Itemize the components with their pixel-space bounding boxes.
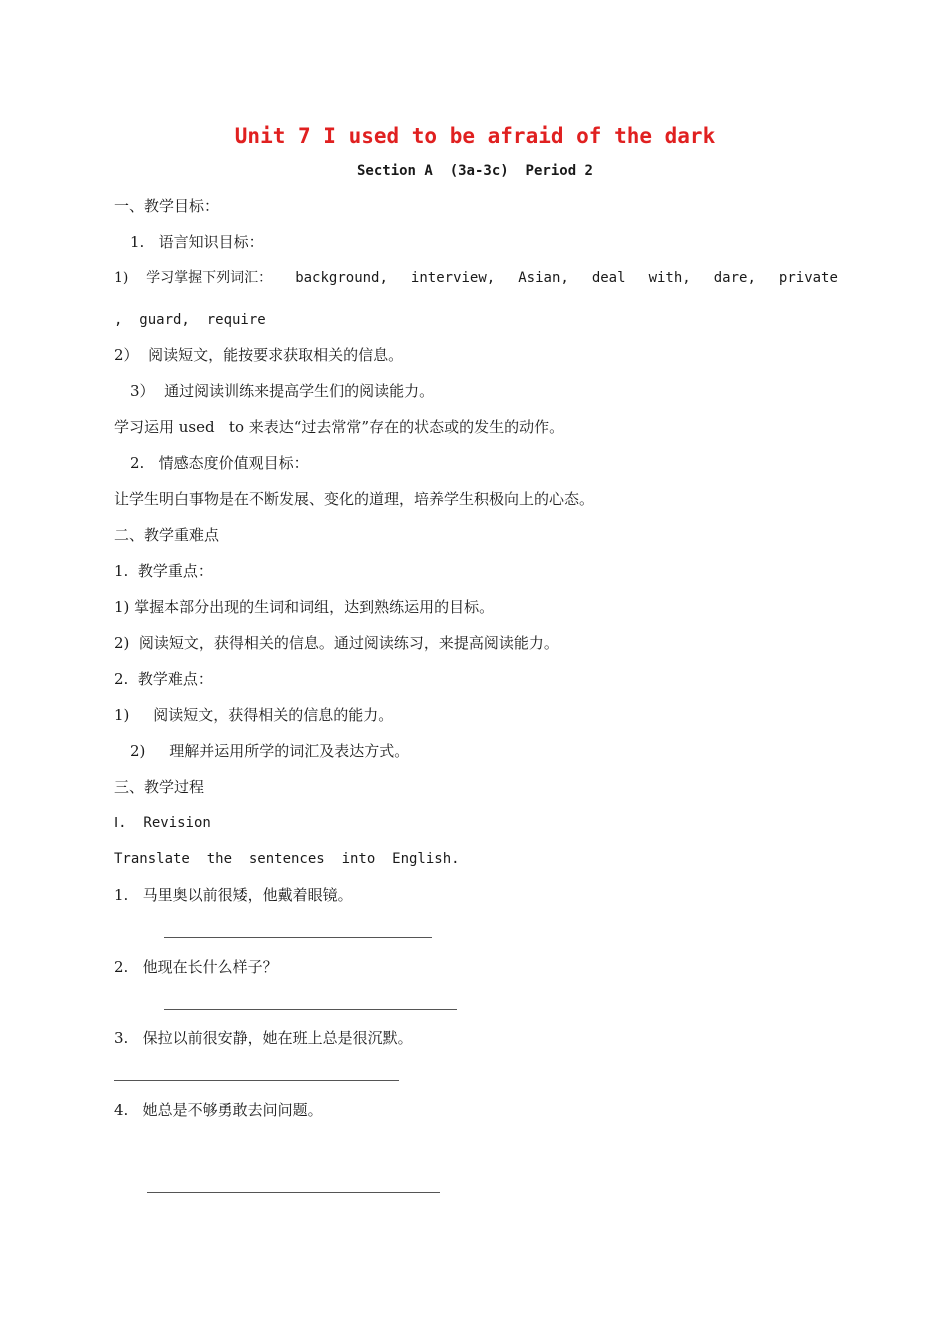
vocab-word: private <box>778 270 838 286</box>
document-subtitle: Section A (3a-3c) Period 2 <box>356 163 593 179</box>
vocab-word: with, <box>648 270 691 286</box>
answer-blank-3[interactable] <box>114 1080 399 1081</box>
difficulty-item-1: 1) 阅读短文，获得相关的信息的能力。 <box>114 706 394 724</box>
answer-blank-1[interactable] <box>164 937 432 938</box>
section-process-heading: 三、教学过程 <box>114 778 205 796</box>
section-objectives-heading: 一、教学目标： <box>114 197 220 215</box>
objective-item-3: 3） 通过阅读训练来提高学生们的阅读能力。 <box>130 382 435 400</box>
revision-step: Ⅰ. Revision <box>114 815 211 831</box>
vocab-prefix: 1) 学习掌握下列词汇： <box>114 270 273 286</box>
difficulty-heading: 2. 教学难点： <box>114 670 213 688</box>
focus-heading: 1. 教学重点： <box>114 562 213 580</box>
focus-item-1: 1) 掌握本部分出现的生词和词组，达到熟练运用的目标。 <box>114 598 495 616</box>
vocabulary-line <box>114 268 838 288</box>
vocab-word: interview, <box>410 270 496 286</box>
answer-blank-2[interactable] <box>164 1009 457 1010</box>
vocab-word: background, <box>295 270 388 286</box>
translation-sentence-1: 1. 马里奥以前很矮，他戴着眼镜。 <box>114 886 353 904</box>
emotion-objectives-text: 让学生明白事物是在不断发展、变化的道理，培养学生积极向上的心态。 <box>114 490 595 508</box>
difficulty-item-2: 2) 理解并运用所学的词汇及表达方式。 <box>130 742 410 760</box>
focus-item-2: 2) 阅读短文，获得相关的信息。通过阅读练习，来提高阅读能力。 <box>114 634 559 652</box>
translation-sentence-3: 3. 保拉以前很安静，她在班上总是很沉默。 <box>114 1029 413 1047</box>
translation-sentence-2: 2. 他现在长什么样子？ <box>114 958 278 976</box>
vocab-word: Asian, <box>518 270 569 286</box>
knowledge-objectives-heading: 1. 语言知识目标： <box>130 233 264 251</box>
translation-sentence-4: 4. 她总是不够勇敢去问问题。 <box>114 1101 323 1119</box>
document-title: Unit 7 I used to be afraid of the dark <box>234 124 716 148</box>
objective-item-2: 2） 阅读短文，能按要求获取相关的信息。 <box>114 346 404 364</box>
answer-blank-4[interactable] <box>147 1192 440 1193</box>
section-keypoints-heading: 二、教学重难点 <box>114 526 220 544</box>
vocab-continued: , guard, require <box>114 312 266 328</box>
emotion-objectives-heading: 2. 情感态度价值观目标： <box>130 454 309 472</box>
vocab-word: dare, <box>713 270 756 286</box>
vocab-word: deal <box>591 270 626 286</box>
translate-instruction: Translate the sentences into English. <box>114 851 460 867</box>
objective-item-4: 学习运用 used to 来表达“过去常常”存在的状态或的发生的动作。 <box>114 418 565 436</box>
